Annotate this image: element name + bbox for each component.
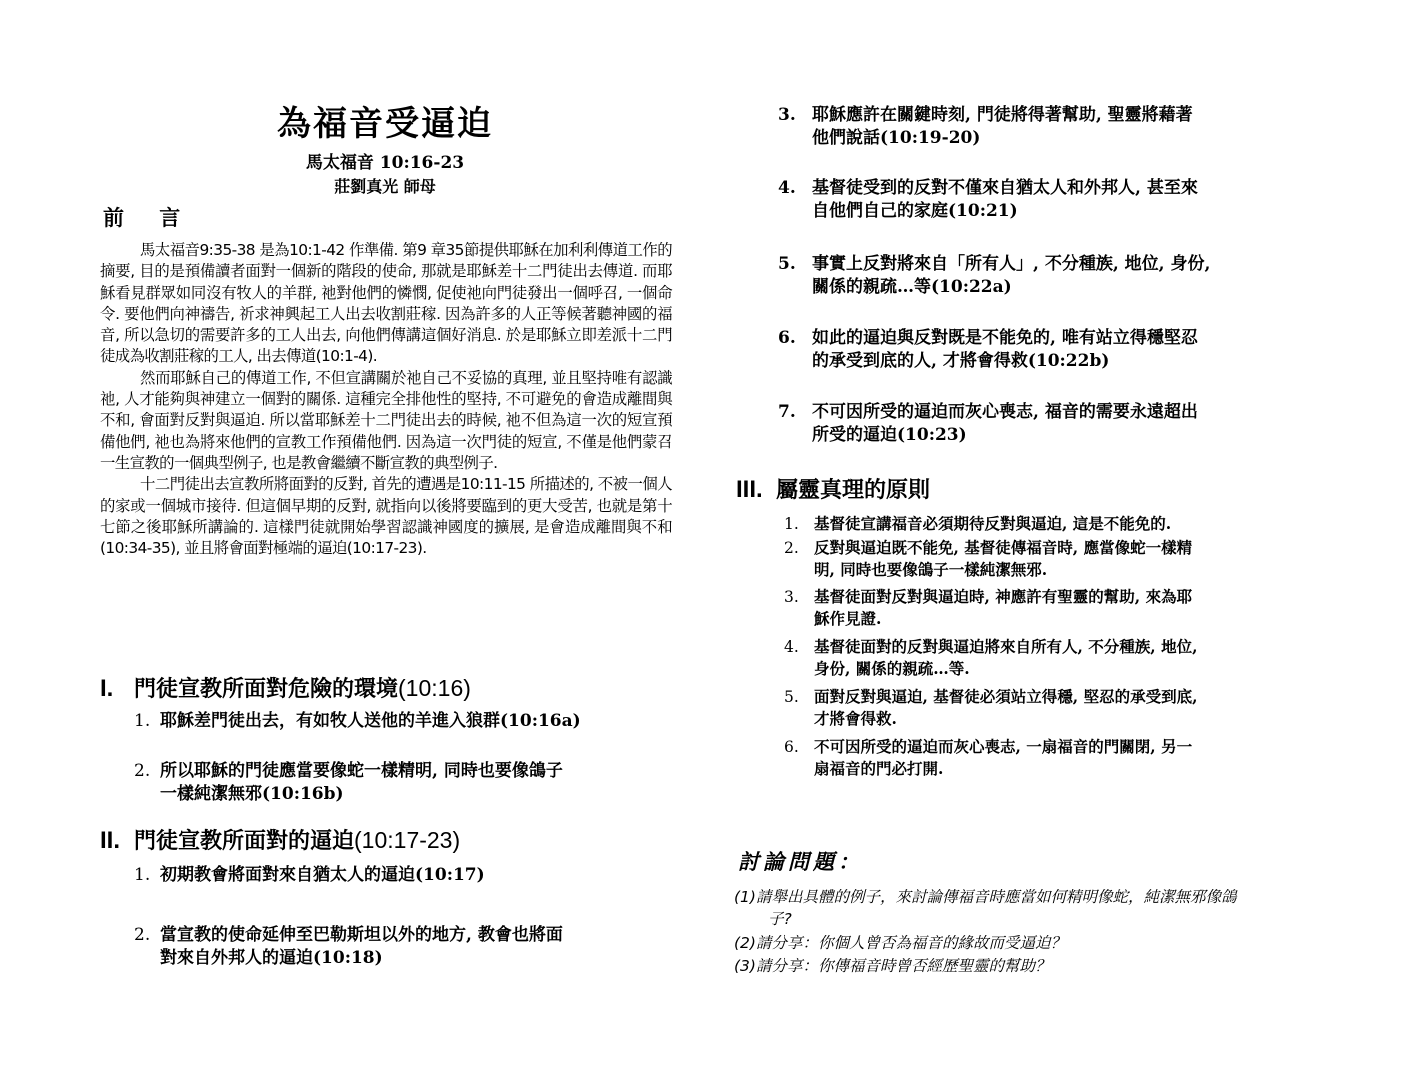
section-reference: (10:17-23) [354,827,461,853]
item-text-line: 基督徒面對反對與逼迫時, 神應許有聖靈的幫助, 來為耶 [814,587,1193,606]
item-text [160,924,563,970]
principle-item [784,586,1300,631]
list-item [134,760,563,806]
item-number: 1. [134,711,151,731]
list-item [778,177,1292,223]
item-text-line: 如此的逼迫與反對既是不能免的, 唯有站立得穩堅忍 [812,328,1198,348]
item-number: 5. [784,688,799,706]
item-number: 6. [778,328,796,348]
item-number: 4. [778,178,796,198]
list-item [134,864,485,887]
item-text-line: 的承受到底的人, 才將會得救(10:22b) [812,351,1110,371]
item-text [814,636,1300,681]
item-number: 7. [778,402,796,422]
item-text [812,104,1292,150]
discussion-question: (2)請分享：你個人曾否為福音的緣故而受逼迫？ [734,934,1066,952]
item-text-line: 不可因所受的逼迫而灰心喪志, 一扇福音的門關閉, 另一 [814,737,1193,756]
item-text-line: 才將會得救. [814,709,897,729]
item-text-line: 當宣教的使命延伸至巴勒斯坦以外的地方, 教會也將面 [160,925,563,945]
item-text-line: 基督徒面對的反對與逼迫將來自所有人, 不分種族, 地位, [814,637,1198,656]
item-text-line: 不可因所受的逼迫而灰心喪志, 福音的需要永遠超出 [812,402,1198,422]
author: 莊劉真光 師母 [334,177,436,196]
item-number: 3. [778,105,796,125]
section-numeral: III. [736,476,763,503]
scripture-reference: 馬太福音 10:16-23 [305,153,465,173]
item-text-line: 面對反對與逼迫, 基督徒必須站立得穩, 堅忍的承受到底, [814,687,1198,706]
item-number: 2. [784,539,799,557]
item-text-line: 自他們自己的家庭(10:21) [812,201,1018,221]
item-number: 1. [784,515,799,533]
item-text-line: 他們說話(10:19-20) [812,128,981,148]
item-text-line: 反對與逼迫既不能免, 基督徒傳福音時, 應當像蛇一樣精 [814,538,1193,557]
section-title: 門徒宣教所面對危險的環境 [134,677,399,702]
item-text-line: 耶穌應許在關鍵時刻, 門徒將得著幫助, 聖靈將藉著 [812,105,1193,125]
item-text-line: 關係的親疏…等(10:22a) [812,277,1012,297]
item-text-line: 對來自外邦人的逼迫(10:18) [160,948,383,968]
item-text-line: 穌作見證. [814,609,882,629]
intro-body [100,240,672,559]
item-number: 6. [784,738,799,756]
item-text-line: 身份, 關係的親疏…等. [814,659,970,679]
principle-item [784,636,1300,681]
section-3-heading [736,476,930,505]
intro-paragraph: 十二門徒出去宣教所將面對的反對, 首先的遭遇是10:11-15 所描述的, 不被一個人的家或一個城市接待. 但這個早期的反對, 就指向以後將要臨到的更大受苦, 也就是第十七節之後耶穌所講論的. 這樣門徒就開始學習認識神國度的擴展, 是會造成離間與不和(10:34-35), 並且將會面對極端的逼迫(10:17-23). [100,475,672,558]
section-title: 門徒宣教所面對的逼迫 [134,829,355,854]
list-item [134,924,563,970]
item-text-line: 一樣純潔無邪(10:16b) [160,784,344,804]
principle-item [784,537,1300,582]
item-text [814,686,1300,731]
item-number: 3. [784,588,799,606]
section-numeral: II. [100,827,121,854]
list-item [778,327,1292,373]
section-1-heading [100,674,471,704]
item-number: 2. [134,925,151,945]
section-numeral: I. [100,675,114,702]
item-text-line: 所以耶穌的門徒應當要像蛇一樣精明, 同時也要像鴿子 [160,761,563,781]
item-text-line: 所受的逼迫(10:23) [812,425,967,445]
list-item [778,253,1332,299]
item-number: 5. [778,254,796,274]
item-text: 耶穌差門徒出去，有如牧人送他的羊進入狼群(10:16a) [160,711,581,731]
item-text-line: 扇福音的門必打開. [814,759,944,779]
list-item [134,710,581,733]
discussion-question [734,886,1314,930]
principle-item [784,686,1300,731]
item-number: 2. [134,761,151,781]
item-text [812,327,1292,373]
item-text [814,736,1300,781]
item-text [814,586,1300,631]
item-text [814,537,1300,582]
list-item [778,104,1292,150]
principle-item [784,513,1300,535]
discussion-question: (3)請分享：你傳福音時曾否經歷聖靈的幫助？ [734,957,1051,975]
question-text: 子? [768,910,792,928]
question-text: (1)請舉出具體的例子，來討論傳福音時應當如何精明像蛇，純潔無邪像鴿 [734,888,1237,906]
item-text [812,253,1332,299]
item-text-line: 明, 同時也要像鴿子一樣純潔無邪. [814,560,1048,580]
document-title: 為福音受逼迫 [277,104,493,144]
principle-item [784,736,1300,781]
item-number: 4. [784,638,799,656]
section-title: 屬靈真理的原則 [776,478,931,503]
item-text [812,401,1292,447]
intro-paragraph: 馬太福音9:35-38 是為10:1-42 作準備. 第9 章35節提供耶穌在加利利傳道工作的摘要, 目的是預備讀者面對一個新的階段的使命, 那就是耶穌差十二門徒出去傳道. 而耶穌看見群眾如同沒有牧人的羊群, 祂對他們的憐憫, 促使祂向門徒發出一個呼召, 一個命令. 要他們向神禱告, 祈求神興起工人出去收割莊稼. 因為許多的人正等候著聽神國的福音, 所以急切的需要許多的工人出去, 向他們傳講這個好消息. 於是耶穌立即差派十二門徒成為收割莊稼的工人, 出去傳道(10:1-4). [100,241,672,366]
intro-heading: 前 言 [103,205,195,230]
discussion-heading: 討論問題： [738,849,863,874]
intro-paragraph: 然而耶穌自己的傳道工作, 不但宣講關於祂自己不妥協的真理, 並且堅持唯有認識祂, 人才能夠與神建立一個對的關係. 這種完全排他性的堅持, 不可避免的會造成離間與不和, 會面對反對與逼迫. 所以當耶穌差十二門徒出去的時候, 祂不但為這一次的短宣預備他們, 祂也為將來他們的宣教工作預備他們. 因為這一次門徒的短宣, 不僅是他們蒙召一生宣教的一個典型例子, 也是教會繼續不斷宣教的典型例子. [100,368,672,472]
item-text: 基督徒宣講福音必須期待反對與逼迫, 這是不能免的. [814,514,1172,533]
list-item [778,401,1292,447]
item-text: 初期教會將面對來自猶太人的逼迫(10:17) [160,865,485,885]
item-text [160,760,563,806]
section-2-heading [100,826,460,856]
item-text-line: 基督徒受到的反對不僅來自猶太人和外邦人, 甚至來 [812,178,1198,198]
section-reference: (10:16) [398,675,471,701]
item-text-line: 事實上反對將來自「所有人」, 不分種族, 地位, 身份, [812,254,1211,274]
item-text [812,177,1292,223]
item-number: 1. [134,865,151,885]
